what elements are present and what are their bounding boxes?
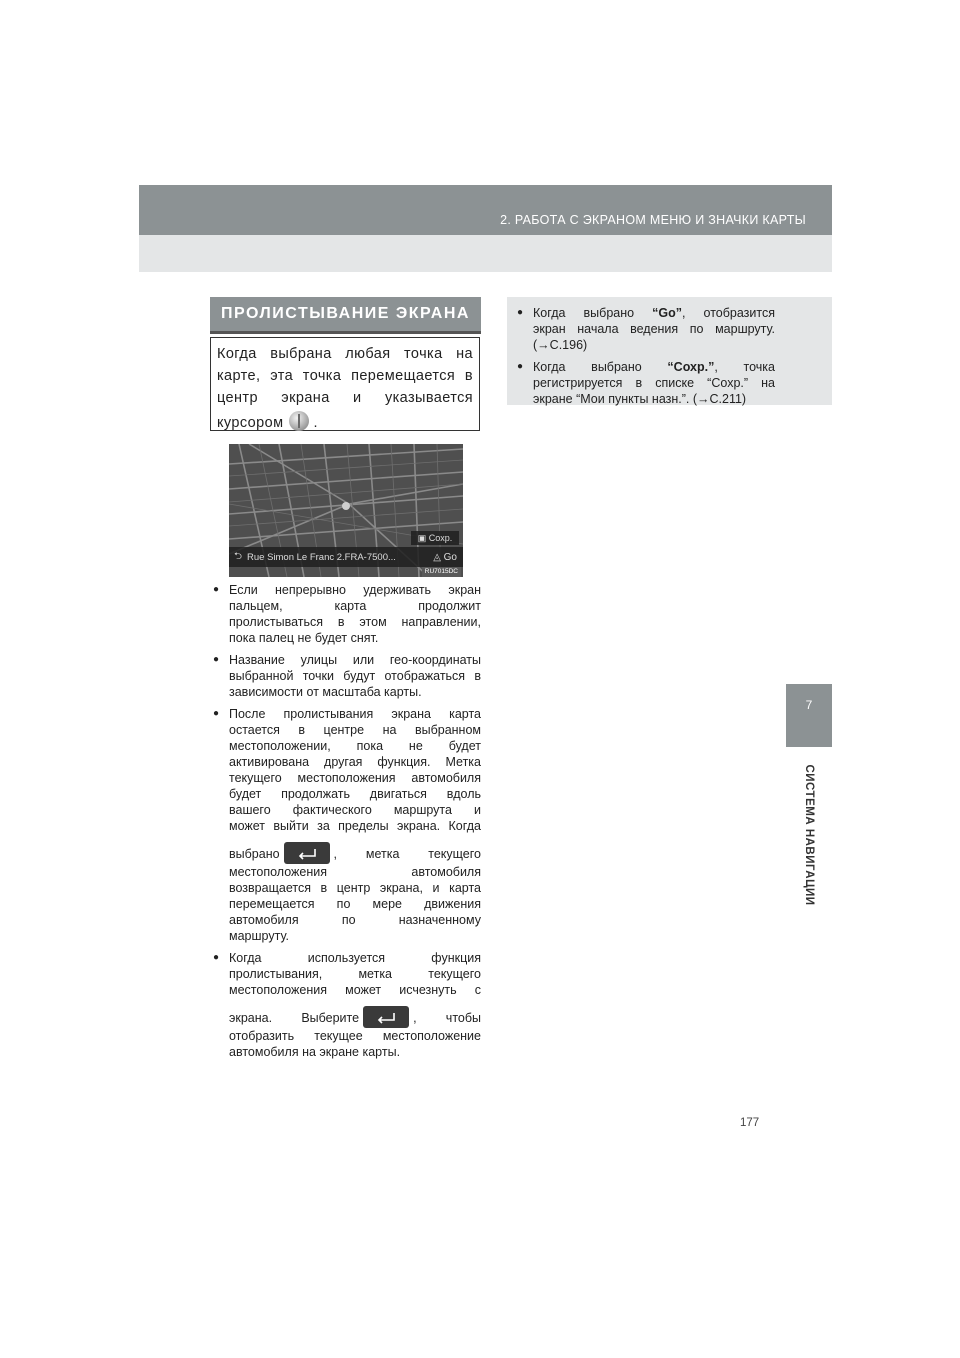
intro-box (210, 337, 480, 431)
back-button-icon (284, 842, 330, 864)
save-button[interactable]: ▣ Coxp. (411, 531, 459, 545)
image-code: RU7015DC (422, 567, 461, 577)
cursor-icon (289, 411, 309, 431)
page-number: 177 (740, 1117, 760, 1129)
intro-line-3: центр экрана и указывается (217, 390, 473, 406)
side-label-text: СИСТЕМА НАВИГАЦИИ (803, 764, 815, 906)
intro-line-2: карте, эта точка перемещается в (217, 368, 473, 384)
intro-line-4 (217, 411, 473, 434)
intro-line-1: Когда выбрана любая точка на (217, 346, 473, 362)
bullet-go: ● Когда выбрано “Go”, отобразится экран начала ведения по маршруту. (→С.196) (517, 305, 775, 353)
header-sub-band (139, 235, 832, 272)
chapter-tab (786, 684, 832, 747)
bullet-1: ● Если непрерывно удерживать экран пальцем, карта продолжит пролистываться в этом направлении, пока палец не будет снят. (213, 582, 481, 646)
section-title: ПРОЛИСТЫВАНИЕ ЭКРАНА (221, 305, 470, 322)
header-band (139, 185, 832, 235)
bullet-save: ● Когда выбрано “Сохр.”, точка регистрируется в списке “Сохр.” на экране “Мои пункты назн.”. (→С.211) (517, 359, 775, 407)
left-bullets (213, 582, 481, 1066)
bullet-3-button-line: выбрано , метка текущего (229, 842, 481, 864)
info-box (507, 297, 832, 405)
section-header (210, 297, 481, 334)
intro-line-4a: курсором (217, 415, 284, 431)
street-name: Rue Simon Le Franc 2.FRA-7500... (247, 551, 396, 563)
bullet-4: ● Когда используется функция пролистывания, метка текущего местоположения может исчезнуть с экрана. Выберите , чтобы отобразить текущее местоположение автомобиля на экране карты. (213, 950, 481, 1060)
back-button-icon (363, 1006, 409, 1028)
back-icon[interactable]: ⮌ (233, 550, 242, 562)
side-label (777, 760, 841, 910)
bullet-4-button-line: экрана. Выберите , чтобы (229, 1006, 481, 1028)
chapter-number: 7 (805, 698, 813, 712)
bullet-3: ● После пролистывания экрана карта остается в центре на выбранном местоположении, пока не будет активирована другая функция. Метка текущего местоположения автомобиля будет продолжать двигаться вдоль вашего фактического маршрута и может выйти за пределы экрана. Когда выбрано , метка текущего местоположения автомобиля возвращается в центр экрана, и карта перемещается по мере движения автомобиля по назначенному маршруту. (213, 706, 481, 944)
intro-line-4b: . (313, 415, 318, 431)
go-button[interactable]: ◬ Go (433, 551, 457, 563)
chapter-title: 2. РАБОТА С ЭКРАНОМ МЕНЮ И ЗНАЧКИ КАРТЫ (500, 213, 806, 227)
map-screenshot (229, 444, 463, 577)
map-info-bar (229, 547, 463, 567)
bullet-2: ● Название улицы или гео-координаты выбранной точки будут отображаться в зависимости от масштаба карты. (213, 652, 481, 700)
right-bullets (517, 305, 775, 413)
